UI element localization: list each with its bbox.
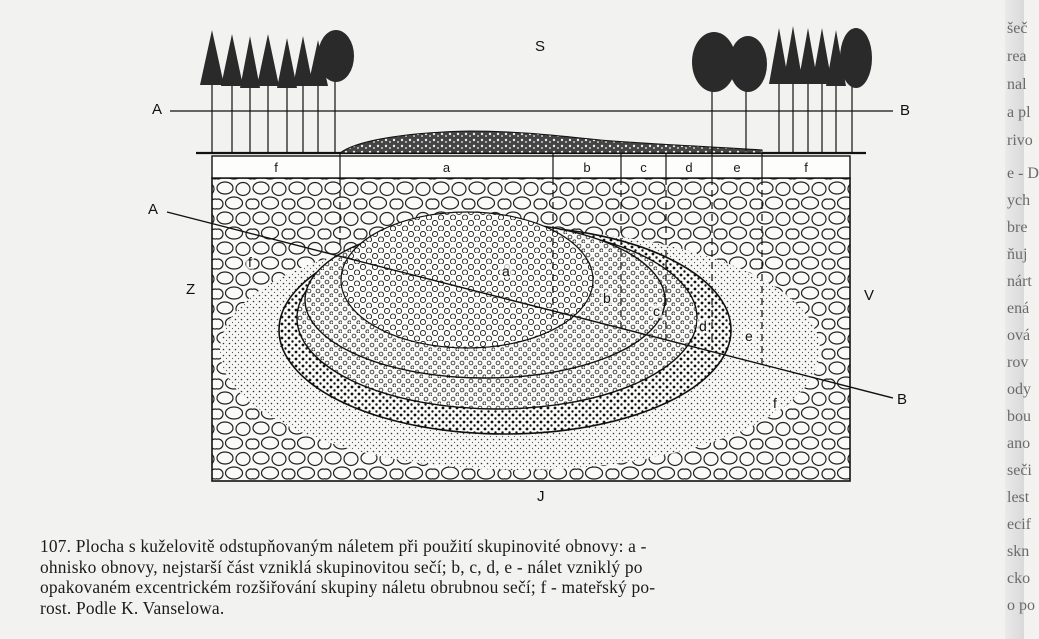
caption-line: opakovaném excentrickém rozšiřování skupiny náletu obrubnou sečí; f - mateřský po- xyxy=(40,577,656,597)
edge-text: ová xyxy=(1007,327,1031,344)
figure-caption xyxy=(40,536,1025,618)
strip-label-d: d xyxy=(685,160,693,175)
zone-a-area xyxy=(341,212,593,348)
zone-label-f-right: f xyxy=(773,395,777,411)
edge-text: e - D xyxy=(1007,165,1039,182)
label-b-upper: B xyxy=(900,102,911,119)
edge-text: rivo xyxy=(1007,132,1033,149)
edge-text: rea xyxy=(1007,48,1027,65)
edge-text: nárt xyxy=(1007,273,1032,290)
edge-text: ená xyxy=(1007,300,1030,317)
edge-text: bre xyxy=(1007,219,1028,236)
label-east: V xyxy=(864,287,875,304)
caption-line: ohnisko obnovy, nejstarší část vzniklá skupinovitou sečí; b, c, d, e - nálet vzniklý po xyxy=(40,556,643,577)
edge-text: nal xyxy=(1007,76,1027,93)
edge-text: a pl xyxy=(1007,104,1031,121)
regeneration-profile xyxy=(340,131,762,153)
edge-text: rov xyxy=(1007,354,1029,371)
label-a-lower: A xyxy=(148,201,159,218)
zone-label-d: d xyxy=(699,318,707,334)
label-south: J xyxy=(537,488,545,505)
zone-label-c: c xyxy=(653,303,660,319)
edge-text: skn xyxy=(1007,543,1030,560)
strip-label-a: a xyxy=(442,160,451,175)
left-crowns xyxy=(200,30,354,88)
edge-text: lest xyxy=(1007,489,1030,506)
zone-label-e: e xyxy=(745,328,753,344)
edge-text: o po xyxy=(1007,597,1035,614)
zone-label-a: a xyxy=(502,263,510,279)
strip-label-f-left: f xyxy=(274,160,278,175)
zone-label-b: b xyxy=(603,290,611,306)
edge-text: bou xyxy=(1007,408,1031,425)
label-west: Z xyxy=(186,281,196,298)
edge-text: ych xyxy=(1007,192,1031,209)
edge-text: ňuj xyxy=(1007,246,1028,263)
label-north: S xyxy=(535,38,546,55)
label-a-upper: A xyxy=(152,101,163,118)
right-crowns xyxy=(692,26,872,92)
edge-text: ano xyxy=(1007,435,1031,452)
strip-label-c: c xyxy=(640,160,647,175)
caption-line: rost. Podle K. Vanselowa. xyxy=(40,597,225,618)
strip-label-f-right: f xyxy=(804,160,808,175)
edge-text: šeč xyxy=(1007,20,1028,37)
edge-text: seči xyxy=(1007,462,1032,479)
zone-label-f-left: f xyxy=(248,254,252,270)
edge-text: ecif xyxy=(1007,516,1031,533)
edge-text: cko xyxy=(1007,570,1031,587)
strip-label-b: b xyxy=(583,160,591,175)
edge-text: ody xyxy=(1007,381,1031,398)
caption-line: 107. Plocha s kuželovitě odstupňovaným náletem při použití skupinovité obnovy: a - xyxy=(40,536,647,556)
strip-label-e: e xyxy=(733,160,741,175)
label-b-lower: B xyxy=(897,391,908,408)
